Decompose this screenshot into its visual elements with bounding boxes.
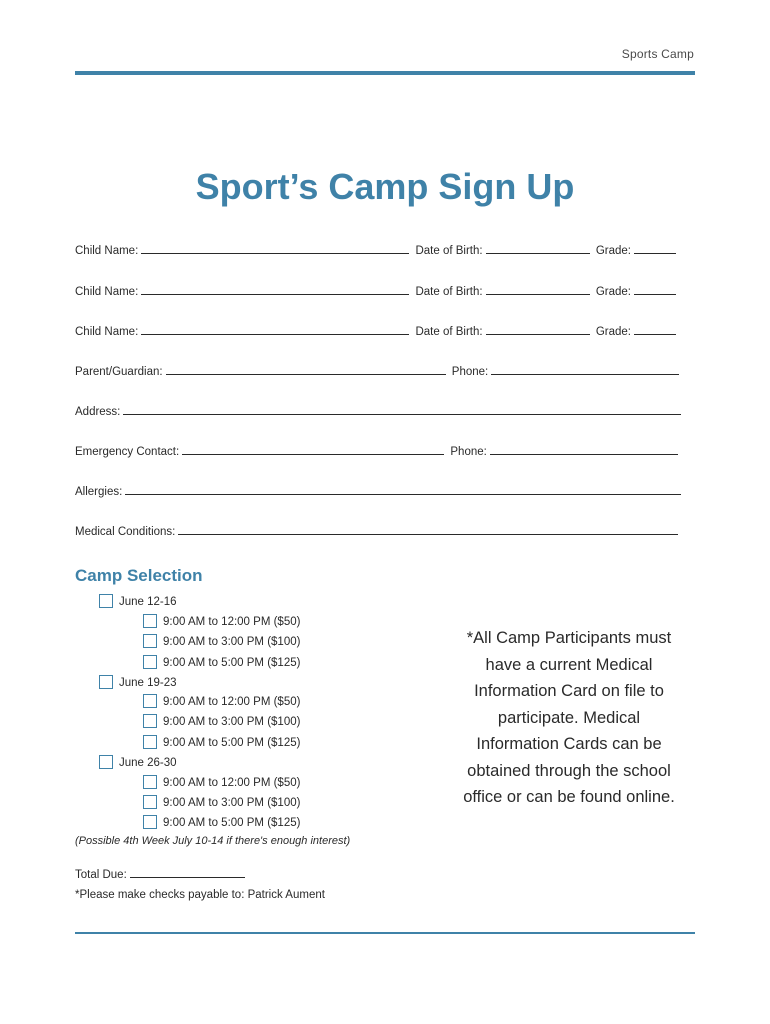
child-name-label: Child Name:: [75, 245, 139, 257]
checkbox[interactable]: [143, 714, 157, 728]
emergency-phone-field[interactable]: [490, 446, 678, 455]
emergency-field[interactable]: [182, 446, 444, 455]
checkbox[interactable]: [143, 634, 157, 648]
option-label: 9:00 AM to 3:00 PM ($100): [163, 716, 301, 728]
option-label: 9:00 AM to 5:00 PM ($125): [163, 657, 301, 669]
header-label: Sports Camp: [621, 47, 694, 61]
checkbox[interactable]: [143, 815, 157, 829]
address-label: Address:: [75, 406, 121, 418]
checkbox[interactable]: [99, 594, 113, 608]
dob-field[interactable]: [486, 286, 590, 295]
child-row-1: [75, 245, 695, 257]
child-row-3: [75, 326, 695, 338]
allergies-field[interactable]: [125, 486, 681, 495]
week-3-option-3[interactable]: [143, 815, 300, 831]
checkbox[interactable]: [143, 775, 157, 789]
child-row-2: [75, 286, 695, 298]
week-1[interactable]: [99, 594, 177, 610]
week-2-option-3[interactable]: [143, 735, 300, 751]
week-1-option-1[interactable]: [143, 614, 300, 630]
grade-field[interactable]: [634, 286, 676, 295]
emergency-label: Emergency Contact:: [75, 446, 180, 458]
dob-label: Date of Birth:: [415, 326, 483, 338]
address-row: [75, 406, 695, 418]
week-label: June 26-30: [119, 757, 177, 769]
camp-selection-title: Camp Selection: [75, 566, 203, 585]
checkbox[interactable]: [99, 675, 113, 689]
grade-label: Grade:: [595, 286, 631, 298]
medical-field[interactable]: [178, 526, 678, 535]
week-2[interactable]: [99, 675, 177, 691]
week-2-option-2[interactable]: [143, 714, 300, 730]
option-label: 9:00 AM to 12:00 PM ($50): [163, 777, 301, 789]
parent-field[interactable]: [166, 366, 446, 375]
checkbox[interactable]: [143, 795, 157, 809]
allergies-row: [75, 486, 695, 498]
top-divider: [75, 71, 695, 75]
total-due-label: Total Due:: [75, 869, 127, 881]
medical-card-note: *All Camp Participants must have a current Medical Information Card on file to participate. Medical Information Cards can be obtained through the school office or can be found online.: [463, 629, 675, 806]
child-name-field[interactable]: [141, 326, 409, 335]
allergies-label: Allergies:: [75, 486, 123, 498]
parent-row: [75, 366, 695, 378]
option-label: 9:00 AM to 5:00 PM ($125): [163, 817, 301, 829]
dob-field[interactable]: [486, 326, 590, 335]
checkbox[interactable]: [143, 655, 157, 669]
week-1-option-2[interactable]: [143, 634, 300, 650]
option-label: 9:00 AM to 3:00 PM ($100): [163, 636, 301, 648]
child-name-field[interactable]: [141, 286, 409, 295]
option-label: 9:00 AM to 5:00 PM ($125): [163, 737, 301, 749]
week-3-option-1[interactable]: [143, 775, 300, 791]
dob-label: Date of Birth:: [415, 245, 483, 257]
address-field[interactable]: [123, 406, 681, 415]
grade-label: Grade:: [595, 245, 631, 257]
checks-note: *Please make checks payable to: Patrick Aument: [75, 889, 325, 901]
phone-label: Phone:: [450, 446, 487, 458]
week-2-option-1[interactable]: [143, 694, 300, 710]
checkbox[interactable]: [99, 755, 113, 769]
week-1-option-3[interactable]: [143, 655, 300, 671]
grade-field[interactable]: [634, 326, 676, 335]
week-label: June 19-23: [119, 677, 177, 689]
grade-label: Grade:: [595, 326, 631, 338]
total-due-field[interactable]: [130, 869, 245, 878]
child-name-label: Child Name:: [75, 326, 139, 338]
medical-label: Medical Conditions:: [75, 526, 176, 538]
fourth-week-note: (Possible 4th Week July 10-14 if there's enough interest): [75, 835, 351, 847]
option-label: 9:00 AM to 12:00 PM ($50): [163, 616, 301, 628]
dob-label: Date of Birth:: [415, 286, 483, 298]
week-3[interactable]: [99, 755, 177, 771]
total-due-row: [75, 869, 245, 881]
phone-label: Phone:: [451, 366, 489, 378]
child-name-field[interactable]: [141, 245, 409, 254]
grade-field[interactable]: [634, 245, 676, 254]
medical-row: [75, 526, 695, 538]
phone-field[interactable]: [491, 366, 679, 375]
checkbox[interactable]: [143, 694, 157, 708]
dob-field[interactable]: [486, 245, 590, 254]
emergency-row: [75, 446, 695, 458]
checkbox[interactable]: [143, 614, 157, 628]
week-3-option-2[interactable]: [143, 795, 300, 811]
option-label: 9:00 AM to 12:00 PM ($50): [163, 696, 301, 708]
child-name-label: Child Name:: [75, 286, 139, 298]
parent-label: Parent/Guardian:: [75, 366, 163, 378]
week-label: June 12-16: [119, 596, 177, 608]
page-title: Sport’s Camp Sign Up: [195, 166, 575, 207]
checkbox[interactable]: [143, 735, 157, 749]
bottom-divider: [75, 932, 695, 934]
option-label: 9:00 AM to 3:00 PM ($100): [163, 797, 301, 809]
